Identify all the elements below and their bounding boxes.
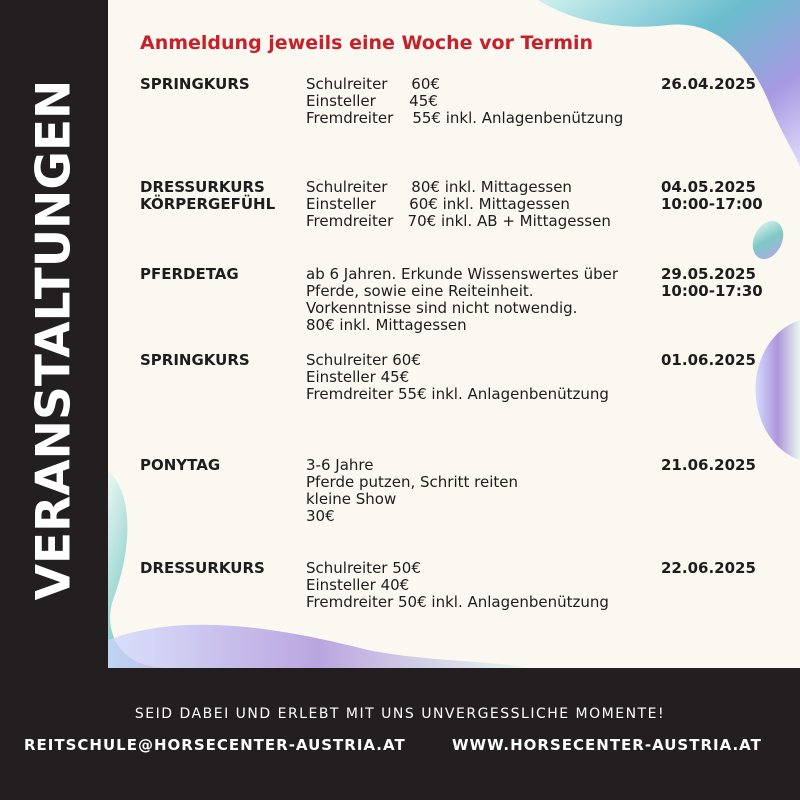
event-title: SPRINGKURS (140, 351, 250, 369)
event-description: Schulreiter 80€ inkl. Mittagessen Einsteller 60€ inkl. Mittagessen Fremdreiter 70€ inkl. AB + Mittagessen (306, 178, 611, 230)
event-description: Schulreiter 60€ Einsteller 45€ Fremdreiter 55€ inkl. Anlagenbenützung (306, 351, 609, 403)
footer-email-link[interactable]: REITSCHULE@HORSECENTER-AUSTRIA.AT (24, 736, 406, 754)
event-date: 04.05.2025 10:00-17:00 (661, 178, 763, 213)
event-description: Schulreiter 60€ Einsteller 45€ Fremdreiter 55€ inkl. Anlagenbenützung (306, 75, 624, 127)
event-title: PFERDETAG (140, 265, 239, 283)
event-date: 26.04.2025 (661, 75, 756, 93)
footer-tagline: SEID DABEI UND ERLEBT MIT UNS UNVERGESSLICHE MOMENTE! (134, 706, 666, 722)
sidebar (0, 0, 108, 668)
registration-heading: Anmeldung jeweils eine Woche vor Termin (140, 32, 594, 54)
event-title: DRESSURKURS KÖRPERGEFÜHL (140, 178, 276, 213)
footer-website-link[interactable]: WWW.HORSECENTER-AUSTRIA.AT (452, 736, 762, 754)
event-title: SPRINGKURS (140, 75, 250, 93)
event-title: PONYTAG (140, 456, 221, 474)
event-date: 21.06.2025 (661, 456, 756, 474)
bottom-wave (108, 625, 528, 668)
event-date: 29.05.2025 10:00-17:30 (661, 265, 763, 300)
event-title: DRESSURKURS (140, 559, 265, 577)
right-edge-blob (755, 320, 800, 460)
event-date: 01.06.2025 (661, 351, 756, 369)
event-date: 22.06.2025 (661, 559, 756, 577)
event-description: ab 6 Jahren. Erkunde Wissenswertes über Pferde, sowie eine Reiteinheit. Vorkenntnisse sind nicht notwendig. 80€ inkl. Mittagessen (306, 265, 619, 334)
event-description: Schulreiter 50€ Einsteller 40€ Fremdreiter 50€ inkl. Anlagenbenützung (306, 559, 609, 611)
event-description: 3-6 Jahre Pferde putzen, Schritt reiten kleine Show 30€ (306, 456, 519, 525)
vertical-title: VERANSTALTUNGEN (26, 79, 82, 601)
right-droplet (747, 216, 789, 264)
